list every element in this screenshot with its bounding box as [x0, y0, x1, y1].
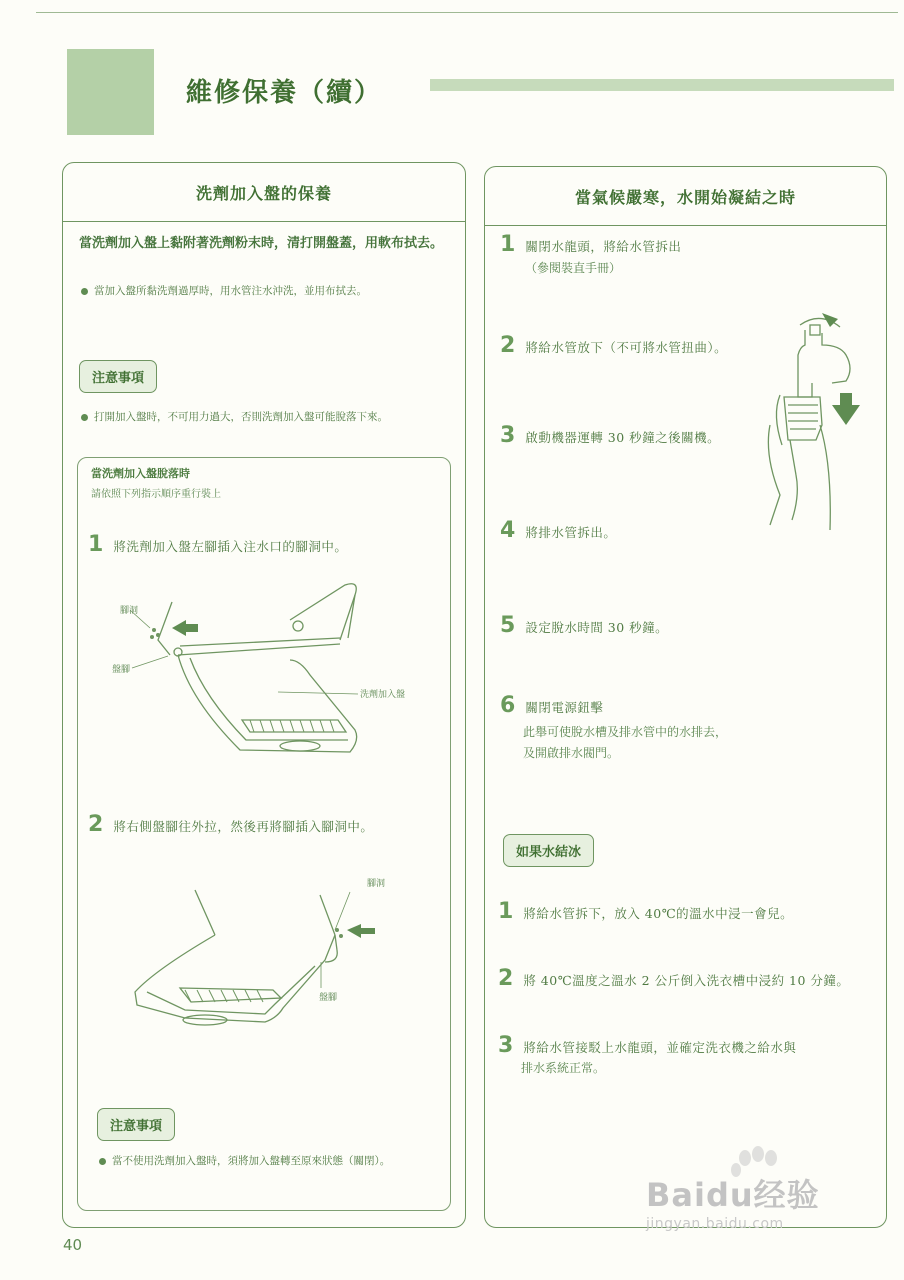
if-frozen-tag: 如果水結冰 [503, 834, 594, 867]
step-number: 2 [88, 812, 104, 837]
caution-bullet-2 [99, 1153, 434, 1170]
fig2-hole-label: 腳洞 [367, 879, 386, 889]
step-number: 5 [500, 613, 516, 638]
right-panel-heading: 當氣候嚴寒，水開始凝結之時 [485, 167, 886, 226]
freeze-prep-step-6 [500, 693, 603, 718]
caution-bullet-text: 打開加入盤時，不可用力過大，否則洗劑加入盤可能脫落下來。 [94, 411, 388, 423]
freeze-prep-step-3 [500, 423, 720, 448]
left-panel-heading: 洗劑加入盤的保養 [63, 163, 465, 222]
step-text: 啟動機器運轉 30 秒鐘之後關機。 [525, 430, 721, 445]
left-lead-text: 當洗劑加入盤上黏附著洗劑粉末時，清打開盤蓋，用軟布拭去。 [79, 236, 444, 251]
caution-tag: 注意事項 [79, 360, 157, 393]
freeze-prep-step-4 [500, 518, 616, 543]
step-6-subtext-1: 此舉可使脫水槽及排水管中的水排去， [523, 725, 728, 739]
step-number: 2 [500, 333, 516, 358]
faucet-hose-figure [760, 305, 870, 530]
step-number: 1 [500, 232, 516, 257]
step-text: 設定脫水時間 30 秒鐘。 [525, 620, 669, 635]
caution-bullet [81, 409, 459, 426]
watermark-url: jingyan.baidu.com [646, 1216, 784, 1232]
page-title: 維修保養（續） [186, 78, 383, 108]
step-number: 3 [498, 1033, 514, 1058]
tray-step-2 [88, 812, 373, 837]
step-6-subtext-2: 及開啟排水閥門。 [523, 746, 620, 760]
thaw-step-1 [498, 899, 793, 924]
left-bullet [81, 283, 451, 300]
step-1-subtext: （參閱裝直手冊） [525, 261, 622, 275]
title-decor-bar [430, 79, 894, 91]
step-number: 1 [498, 899, 514, 924]
caution-bullet-2-text: 當不使用洗劑加入盤時，須將加入盤轉至原來狀態（關閉）。 [112, 1155, 391, 1167]
bullet-dot-icon [81, 414, 88, 421]
step-text: 將右側盤腳往外拉，然後再將腳插入腳洞中。 [113, 819, 374, 834]
step-text: 將給水管拆下，放入 40℃的溫水中浸一會兒。 [523, 906, 794, 921]
freeze-prep-step-1 [500, 232, 681, 257]
freeze-prep-step-5 [500, 613, 668, 638]
step-text: 關閉電源鈕擊 [525, 700, 604, 715]
bullet-dot-icon [81, 288, 88, 295]
step-number: 4 [500, 518, 516, 543]
thaw-step-2 [498, 966, 849, 991]
step-text: 關閉水龍頭，將給水管拆出 [525, 239, 682, 254]
top-rule [36, 12, 898, 13]
step-number: 6 [500, 693, 516, 718]
thaw-step-3 [498, 1033, 796, 1058]
fig1-tray-label: 洗劑加入盤 [360, 690, 406, 700]
step-number: 2 [498, 966, 514, 991]
thaw-step-3-subtext: 排水系統正常。 [521, 1061, 606, 1075]
step-text: 將給水管接駁上水龍頭，並確定洗衣機之給水與 [523, 1040, 797, 1055]
tray-install-figure-2 [125, 870, 405, 1040]
fig1-foot-label: 盤腳 [112, 665, 131, 675]
tray-step-1 [88, 532, 347, 557]
step-text: 將排水管拆出。 [525, 525, 617, 540]
fig2-foot-label: 盤腳 [319, 993, 338, 1003]
title-color-block [67, 49, 154, 135]
fig1-hole-label: 腳洞 [120, 606, 139, 616]
caution-tag-2: 注意事項 [97, 1108, 175, 1141]
freeze-prep-step-2 [500, 333, 727, 358]
step-text: 將給水管放下（不可將水管扭曲）。 [525, 340, 728, 355]
page-number: 40 [63, 1236, 83, 1254]
step-number: 1 [88, 532, 104, 557]
left-bullet-text: 當加入盤所黏洗劑過厚時，用水管注水沖洗，並用布拭去。 [94, 285, 367, 297]
subbox-title: 當洗劑加入盤脫落時 [91, 467, 190, 480]
subbox-note: 請依照下列指示順序重行裝上 [91, 489, 221, 500]
step-number: 3 [500, 423, 516, 448]
watermark-brand: Baidu经验 [646, 1176, 820, 1214]
bullet-dot-icon [99, 1158, 106, 1165]
tray-install-figure-1 [110, 580, 440, 780]
step-text: 將 40℃溫度之溫水 2 公斤倒入洗衣槽中浸約 10 分鐘。 [523, 973, 850, 988]
step-text: 將洗劑加入盤左腳插入注水口的腳洞中。 [113, 539, 348, 554]
